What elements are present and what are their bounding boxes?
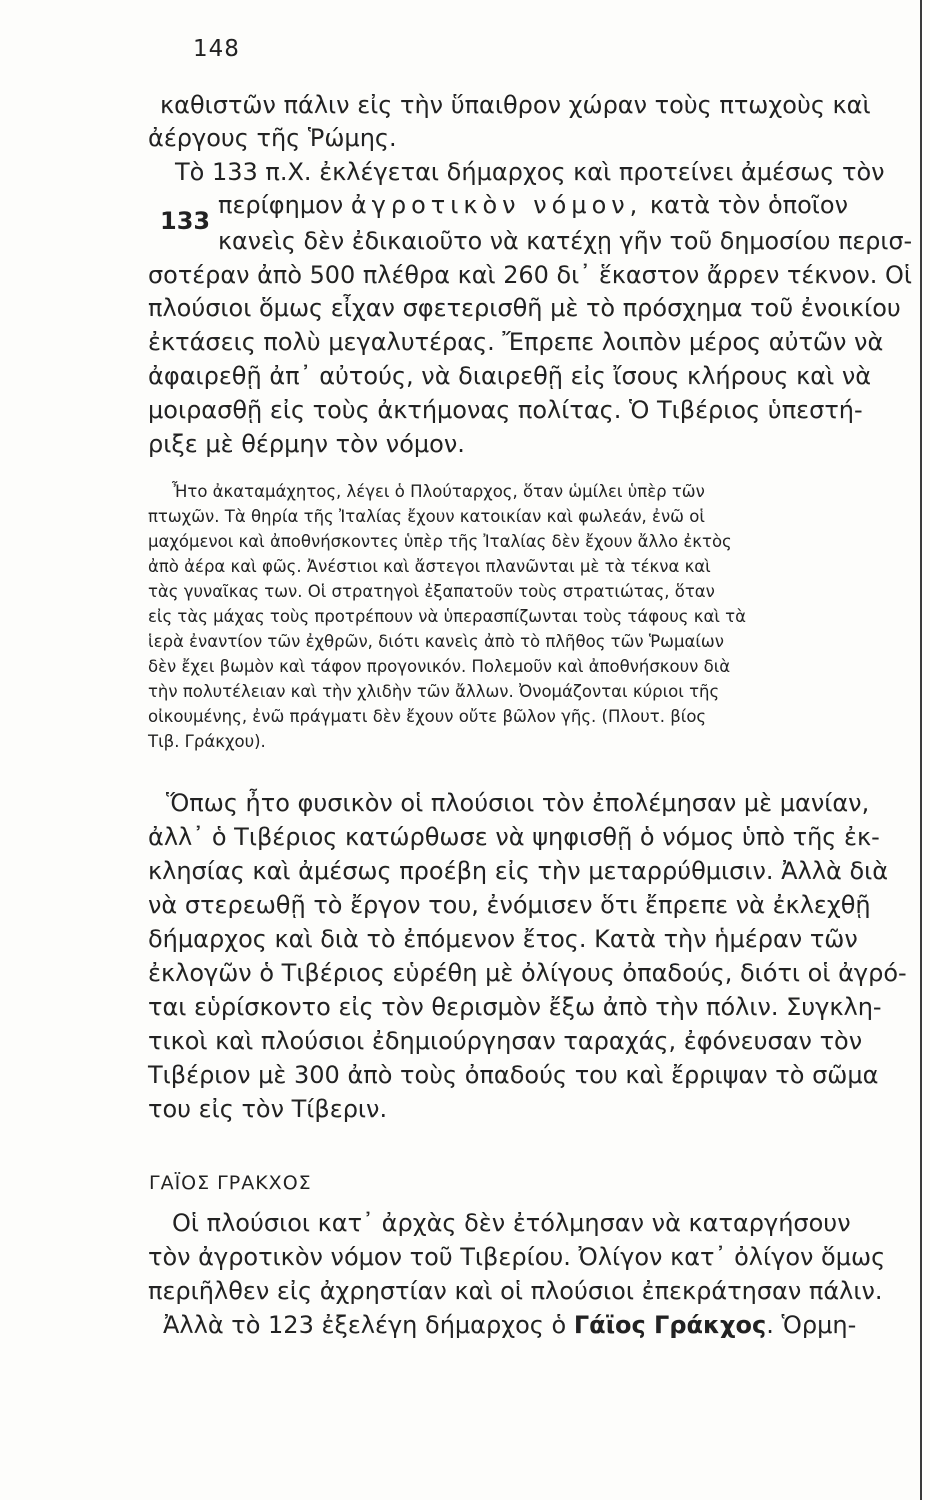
quote-line: τὰς γυναῖκας των. Οἱ στρατηγοὶ ἐξαπατοῦν τοὺς στρατιώτας, ὅταν: [148, 582, 715, 601]
text-line: πλούσιοι ὅμως εἶχαν σφετερισθῆ μὲ τὸ πρόσχημα τοῦ ἐνοικίου: [148, 294, 901, 322]
text-span: . Ὁρμη-: [766, 1311, 857, 1339]
page-number: 148: [193, 36, 240, 62]
quote-line: πτωχῶν. Τὰ θηρία τῆς Ἰταλίας ἔχουν κατοικίαν καὶ φωλεάν, ἐνῶ οἱ: [148, 507, 705, 526]
quote-line: εἰς τὰς μάχας τοὺς προτρέπουν νὰ ὑπερασπίζωνται τοὺς τάφους καὶ τὰ: [148, 607, 746, 626]
text-line: [218, 190, 848, 220]
quote-line: Τιβ. Γράκχου).: [148, 732, 266, 751]
text-line: νὰ στερεωθῇ τὸ ἔργον του, ἐνόμισεν ὅτι ἔπρεπε νὰ ἐκλεχθῇ: [148, 891, 871, 919]
text-line: τικοὶ καὶ πλούσιοι ἐδημιούργησαν ταραχάς, ἐφόνευσαν τὸν: [148, 1027, 863, 1055]
quote-line: ἀπὸ ἀέρα καὶ φῶς. Ἀνέστιοι καὶ ἄστεγοι πλανῶνται μὲ τὰ τέκνα καὶ: [148, 557, 711, 576]
text-line: ἐκλογῶν ὁ Τιβέριος εὑρέθη μὲ ὀλίγους ὀπαδούς, διότι οἱ ἀγρό-: [148, 959, 907, 987]
quote-line: Ἦτο ἀκαταμάχητος, λέγει ὁ Πλούταρχος, ὅταν ὡμίλει ὑπὲρ τῶν: [172, 482, 705, 501]
emphasized-term: ἀγροτικὸν νόμον,: [350, 191, 643, 219]
text-line: του εἰς τὸν Τίβεριν.: [148, 1095, 388, 1123]
quote-line: τὴν πολυτέλειαν καὶ τὴν χλιδὴν τῶν ἄλλων. Ὀνομάζονται κύριοι τῆς: [148, 682, 720, 701]
text-line: καθιστῶν πάλιν εἰς τὴν ὕπαιθρον χώραν τοὺς πτωχοὺς καὶ: [160, 91, 871, 119]
text-line: Ὅπως ἦτο φυσικὸν οἱ πλούσιοι τὸν ἐπολέμησαν μὲ μανίαν,: [166, 789, 870, 817]
quote-line: οἰκουμένης, ἐνῶ πράγματι δὲν ἔχουν οὔτε βῶλον γῆς. (Πλουτ. βίος: [148, 707, 707, 726]
text-line: ται εὑρίσκοντο εἰς τὸν θερισμὸν ἔξω ἀπὸ τὴν πόλιν. Συγκλη-: [148, 993, 882, 1021]
page-edge-rule: [920, 0, 922, 1500]
text-line: Οἱ πλούσιοι κατ᾽ ἀρχὰς δὲν ἐτόλμησαν νὰ καταργήσουν: [172, 1209, 851, 1237]
text-line: κανεὶς δὲν ἐδικαιοῦτο νὰ κατέχῃ γῆν τοῦ δημοσίου περισ-: [218, 227, 913, 255]
text-span: περίφημον: [218, 191, 344, 219]
text-line: ἀέργους τῆς Ῥώμης.: [148, 124, 397, 152]
text-line: τὸν ἀγροτικὸν νόμον τοῦ Τιβερίου. Ὀλίγον κατ᾽ ὀλίγον ὅμως: [148, 1243, 886, 1271]
text-line: δήμαρχος καὶ διὰ τὸ ἐπόμενον ἔτος. Κατὰ τὴν ἡμέραν τῶν: [148, 925, 858, 953]
quote-line: δὲν ἔχει βωμὸν καὶ τάφον προγονικόν. Πολεμοῦν καὶ ἀποθνήσκουν διὰ: [148, 657, 731, 676]
margin-year-note: 133: [160, 207, 211, 235]
text-line: μοιρασθῇ εἰς τοὺς ἀκτήμονας πολίτας. Ὁ Τιβέριος ὑπεστή-: [148, 396, 863, 424]
text-line: ἐκτάσεις πολὺ μεγαλυτέρας. Ἔπρεπε λοιπὸν μέρος αὐτῶν νὰ: [148, 328, 884, 356]
text-span: Ἀλλὰ τὸ 123 ἐξελέγη δήμαρχος ὁ: [163, 1311, 567, 1339]
text-line: Τιβέριον μὲ 300 ἀπὸ τοὺς ὀπαδούς του καὶ ἔρριψαν τὸ σῶμα: [148, 1061, 879, 1089]
text-line: Τὸ 133 π.Χ. ἐκλέγεται δήμαρχος καὶ προτείνει ἀμέσως τὸν: [175, 158, 885, 186]
text-line: περιῆλθεν εἰς ἀχρηστίαν καὶ οἱ πλούσιοι ἐπεκράτησαν πάλιν.: [148, 1277, 883, 1305]
section-heading: ΓΑΪΟΣ ΓΡΑΚΧΟΣ: [149, 1172, 312, 1194]
text-span: κατὰ τὸν ὁποῖον: [649, 191, 848, 219]
text-line: σοτέραν ἀπὸ 500 πλέθρα καὶ 260 δι᾽ ἕκαστον ἄρρεν τέκνον. Οἱ: [148, 261, 912, 289]
quote-line: μαχόμενοι καὶ ἀποθνήσκοντες ὑπὲρ τῆς Ἰταλίας δὲν ἔχουν ἄλλο ἐκτὸς: [148, 532, 732, 551]
text-line: κλησίας καὶ ἀμέσως προέβη εἰς τὴν μεταρρύθμισιν. Ἀλλὰ διὰ: [148, 857, 889, 885]
text-line: ριξε μὲ θέρμην τὸν νόμον.: [148, 430, 465, 458]
text-line: ἀλλ᾽ ὁ Τιβέριος κατώρθωσε νὰ ψηφισθῇ ὁ νόμος ὑπὸ τῆς ἐκ-: [148, 823, 880, 851]
emphasized-name: Γάϊος Γράκχος: [573, 1311, 767, 1339]
quote-line: ἱερὰ ἐναντίον τῶν ἐχθρῶν, διότι κανεὶς ἀπὸ τὸ πλῆθος τῶν Ῥωμαίων: [148, 632, 724, 651]
text-line: [163, 1310, 856, 1340]
text-line: ἀφαιρεθῇ ἀπ᾽ αὐτούς, νὰ διαιρεθῇ εἰς ἴσους κλήρους καὶ νὰ: [148, 362, 872, 390]
